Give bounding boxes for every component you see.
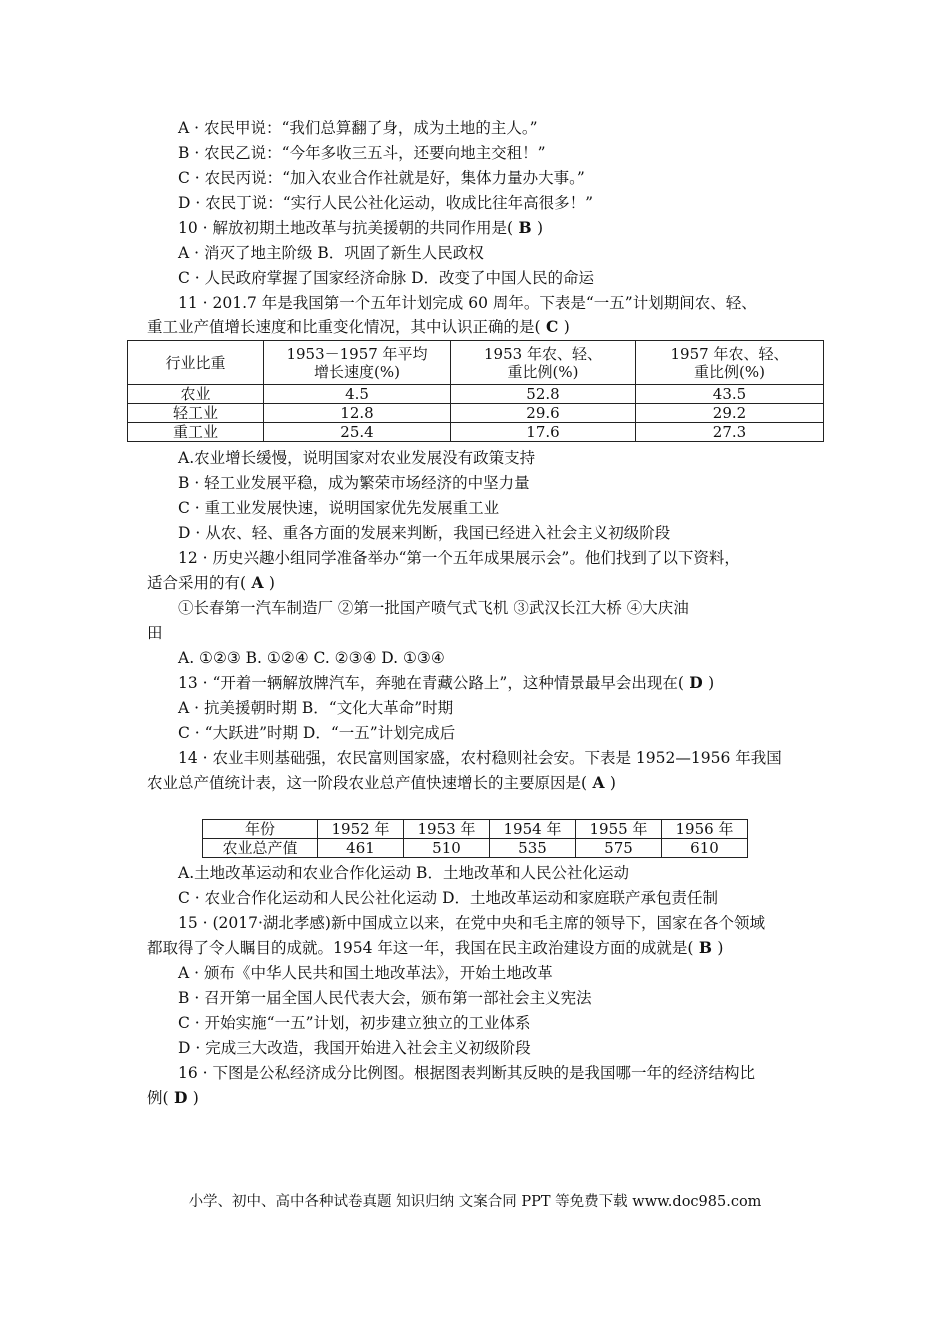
question-10: 10 · 解放初期土地改革与抗美援朝的共同作用是( B ) [178, 218, 544, 237]
question-11-line1: 11 · 201.7 年是我国第一个五年计划完成 60 周年。下表是“一五”计划期间农、轻、 [178, 294, 757, 312]
table1-header-1953: 1953 年农、轻、 重比例(%) [451, 341, 636, 385]
question-11-option-c: C · 重工业发展快速，说明国家优先发展重工业 [178, 499, 500, 517]
table-row: 年份 1952 年 1953 年 1954 年 1955 年 1956 年 [203, 820, 748, 839]
answer-16: D [168, 1088, 193, 1107]
answer-11: C [540, 317, 564, 336]
answer-14: A [587, 773, 610, 792]
page-footer: 小学、初中、高中各种试卷真题 知识归纳 文案合同 PPT 等免费下载 www.doc985.com [188, 1194, 762, 1210]
question-14-line2: 农业总产值统计表，这一阶段农业总产值快速增长的主要原因是( A ) [147, 773, 616, 792]
option-a-farmer: A · 农民甲说：“我们总算翻了身，成为土地的主人。” [178, 119, 538, 137]
question-13-options-ab: A · 抗美援朝时期 B．“文化大革命”时期 [178, 699, 454, 717]
option-c-farmer: C · 农民丙说：“加入农业合作社就是好，集体力量办大事。” [178, 169, 585, 187]
question-15-line2: 都取得了令人瞩目的成就。1954 年这一年，我国在民主政治建设方面的成就是( B ) [147, 938, 724, 957]
question-13-options-cd: C · “大跃进”时期 D．“一五”计划完成后 [178, 724, 456, 742]
question-11-line2: 重工业产值增长速度和比重变化情况，其中认识正确的是( C ) [147, 317, 570, 336]
answer-10: B [513, 218, 537, 237]
agri-output-table [202, 819, 748, 858]
question-11-option-b: B · 轻工业发展平稳，成为繁荣市场经济的中坚力量 [178, 474, 530, 492]
answer-12: A [246, 573, 269, 592]
question-14-options-ab: A.土地改革运动和农业合作化运动 B．土地改革和人民公社化运动 [178, 864, 629, 882]
question-12-items: ①长春第一汽车制造厂 ②第一批国产喷气式飞机 ③武汉长江大桥 ④大庆油 [178, 599, 689, 617]
option-d-farmer: D · 农民丁说：“实行人民公社化运动，收成比往年高很多！” [178, 194, 594, 212]
question-12-items-cont: 田 [147, 624, 163, 642]
question-10-options-cd: C · 人民政府掌握了国家经济命脉 D．改变了中国人民的命运 [178, 269, 594, 287]
question-15-option-b: B · 召开第一届全国人民代表大会，颁布第一部社会主义宪法 [178, 989, 592, 1007]
question-15-line1: 15 · (2017·湖北孝感)新中国成立以来，在党中央和毛主席的领导下，国家在各个领域 [178, 914, 765, 932]
question-10-options-ab: A · 消灭了地主阶级 B．巩固了新生人民政权 [178, 244, 484, 262]
industry-growth-table [127, 340, 824, 442]
table-row: 农业 4.5 52.8 43.5 [128, 385, 824, 404]
question-15-option-d: D · 完成三大改造，我国开始进入社会主义初级阶段 [178, 1039, 531, 1057]
table-row: 农业总产值 461 510 535 575 610 [203, 839, 748, 858]
question-11-option-d: D · 从农、轻、重各方面的发展来判断，我国已经进入社会主义初级阶段 [178, 524, 671, 542]
question-14-options-cd: C · 农业合作化运动和人民公社化运动 D．土地改革运动和家庭联产承包责任制 [178, 889, 718, 907]
question-15-option-c: C · 开始实施“一五”计划，初步建立独立的工业体系 [178, 1014, 531, 1032]
table1-header-sector: 行业比重 [128, 341, 264, 385]
question-16-line2: 例( D ) [147, 1088, 199, 1107]
question-16-line1: 16 · 下图是公私经济成分比例图。根据图表判断其反映的是我国哪一年的经济结构比 [178, 1064, 756, 1082]
answer-15: B [693, 938, 718, 957]
answer-13: D [683, 673, 709, 692]
option-b-farmer: B · 农民乙说：“今年多收三五斗，还要向地主交租！” [178, 144, 546, 162]
table-row: 轻工业 12.8 29.6 29.2 [128, 404, 824, 423]
table-row: 重工业 25.4 17.6 27.3 [128, 423, 824, 442]
question-11-option-a: A.农业增长缓慢，说明国家对农业发展没有政策支持 [178, 449, 536, 467]
question-12-line2: 适合采用的有( A ) [147, 573, 275, 592]
question-14-line1: 14 · 农业丰则基础强，农民富则国家盛，农村稳则社会安。下表是 1952—1956 年我国 [178, 749, 782, 767]
question-13: 13 · “开着一辆解放牌汽车，奔驰在青藏公路上”，这种情景最早会出现在( D ) [178, 673, 715, 692]
question-15-option-a: A · 颁布《中华人民共和国土地改革法》，开始土地改革 [178, 964, 553, 982]
question-12-options: A. ①②③ B. ①②④ C. ②③④ D. ①③④ [178, 649, 445, 667]
table1-header-1957: 1957 年农、轻、 重比例(%) [636, 341, 824, 385]
question-12-line1: 12 · 历史兴趣小组同学准备举办“第一个五年成果展示会”。他们找到了以下资料， [178, 549, 740, 567]
table1-header-growth: 1953－1957 年平均 增长速度(%) [264, 341, 451, 385]
